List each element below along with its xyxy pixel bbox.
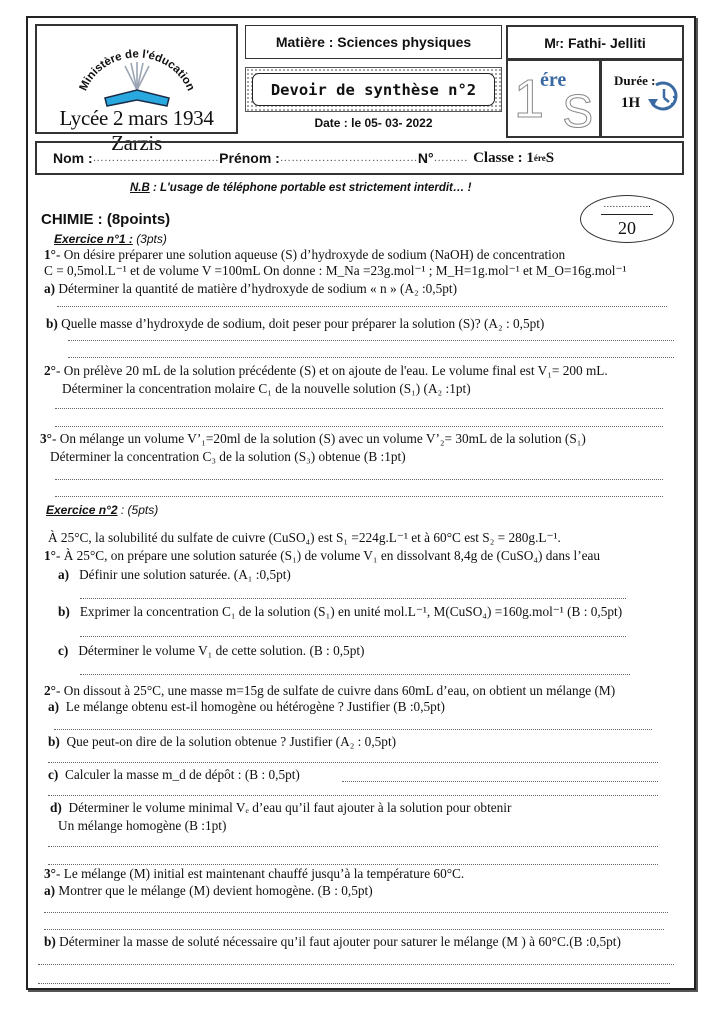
q-text: Déterminer le volume minimal Vₑ d’eau qu’il faut ajouter à la solution pour obtenir (68, 800, 512, 815)
note-text: : L'usage de téléphone portable est strictement interdit… ! (149, 182, 472, 194)
answer-line[interactable] (68, 340, 674, 342)
clock-icon (646, 77, 678, 115)
answer-line[interactable] (80, 636, 626, 638)
item-label: a) (44, 281, 56, 296)
teacher-prefix: M (544, 34, 556, 51)
q-number: 1° (44, 548, 56, 563)
answer-line[interactable] (44, 912, 668, 914)
exercise1-points: (3pts) (136, 232, 167, 246)
exam-title-frame (245, 67, 502, 112)
q-text: Déterminer la masse de soluté nécessaire qu’il faut ajouter pour saturer le mélange (M ) à 60°C.(B :0,5pt) (59, 934, 621, 949)
item-label: d) (50, 800, 62, 815)
ex1-q3-line1 (40, 431, 586, 447)
score-total: 20 (618, 218, 636, 238)
duration-label: Durée : (614, 73, 656, 88)
ex2-q3 (44, 866, 464, 882)
ex2-q3a (44, 883, 373, 899)
exercise2-title (46, 503, 158, 517)
score-divider (601, 214, 653, 215)
student-info-box (35, 141, 684, 175)
classe-letter: S (545, 149, 555, 166)
q-number: 2° (44, 363, 56, 378)
answer-line[interactable] (57, 306, 667, 308)
q-text: Déterminer la quantité de matière d’hydroxyde de sodium « n » (A₂ :0,5pt) (58, 281, 458, 296)
ex2-q2b (48, 734, 396, 750)
item-label: c) (48, 767, 59, 782)
ex2-q1a (58, 567, 291, 583)
ex1-q2-line2: Déterminer la concentration molaire C₁ de la nouvelle solution (S₁) (A₂ :1pt) (62, 381, 471, 396)
q-text: - On mélange un volume V’₁=20ml de la solution (S) avec un volume V’₂= 30mL de la solution (S₁) (51, 431, 586, 446)
q-text: Montrer que le mélange (M) devient homogène. (B : 0,5pt) (58, 883, 373, 898)
num-label: N° (417, 150, 434, 166)
nom-field[interactable]: …………………………… (92, 152, 220, 164)
ex2-q2a (48, 699, 445, 715)
note-prefix: N.B (130, 182, 150, 194)
ministry-arc-text: Ministère de l'éducation (77, 48, 197, 93)
num-field[interactable]: ……… (433, 152, 469, 164)
answer-line[interactable] (54, 729, 652, 731)
classe-label: Classe : 1 (473, 149, 534, 166)
ex2-q1c (58, 643, 364, 659)
ex2-intro: À 25°C, la solubilité du sulfate de cuivre (CuSO₄) est S₁ =224g.L⁻¹ et à 60°C est S₂ = 280g.L⁻¹. (48, 530, 561, 545)
exercise1-label: Exercice n°1 : (54, 232, 133, 246)
score-oval (580, 195, 674, 243)
item-label: b) (44, 934, 56, 949)
q-number: 3° (44, 866, 56, 881)
answer-line[interactable] (55, 496, 663, 498)
q-text: Que peut-on dire de la solution obtenue ? Justifier (A₂ : 0,5pt) (66, 734, 397, 749)
phone-note (130, 182, 471, 194)
prenom-field[interactable]: ……………………………… (279, 152, 418, 164)
answer-line[interactable] (55, 426, 663, 428)
item-label: a) (58, 567, 70, 582)
q-text: Le mélange obtenu est-il homogène ou hétérogène ? Justifier (B :0,5pt) (65, 699, 445, 714)
item-label: b) (46, 316, 58, 331)
ex1-q1-line1 (44, 247, 565, 263)
ex2-q2d-line1 (50, 800, 511, 816)
q-text: Définir une solution saturée. (A₁ :0,5pt) (79, 567, 291, 582)
school-name: Lycée 2 mars 1934 Zarzis (59, 106, 214, 155)
q-number: 1° (44, 247, 56, 262)
ex2-q2d-line2: Un mélange homogène (B :1pt) (58, 818, 227, 833)
ex1-q1b (46, 316, 544, 332)
score-field[interactable]: ……………. (603, 199, 651, 209)
classe-sup: ére (533, 153, 546, 163)
q-text: Déterminer le volume V₁ de cette solution. (B : 0,5pt) (78, 643, 365, 658)
q-text: Calculer la masse m_d de dépôt : (B : 0,5pt) (65, 767, 300, 782)
q-text: - On prélève 20 mL de la solution précédente (S) et on ajoute de l'eau. Le volume final est V₁= 200 mL. (55, 363, 608, 378)
item-label: b) (58, 604, 70, 619)
exercise2-label: Exercice n°2 (46, 503, 118, 517)
ex2-q2 (44, 683, 615, 699)
chimie-title: CHIMIE : (8points) (41, 211, 171, 228)
answer-line[interactable] (38, 964, 674, 966)
answer-line[interactable] (48, 795, 658, 797)
subject-label: Matière : Sciences physiques (275, 34, 472, 50)
q-text: Exprimer la concentration C₁ de la solution (S₁) en unité mol.L⁻¹, M(CuSO₄) =160g.mol⁻¹ (B : 0,5pt) (79, 604, 623, 619)
answer-line[interactable] (68, 357, 674, 359)
answer-line[interactable] (342, 781, 658, 783)
ex2-q2c (48, 767, 300, 783)
item-label: c) (58, 643, 69, 658)
answer-line[interactable] (44, 929, 664, 931)
level-number: 1 (513, 68, 545, 129)
answer-line[interactable] (80, 598, 626, 600)
teacher-box (506, 25, 684, 60)
exam-date: Date : le 05- 03- 2022 (314, 116, 433, 130)
answer-line[interactable] (55, 408, 663, 410)
q-text: - On dissout à 25°C, une masse m=15g de sulfate de cuivre dans 60mL d’eau, on obtient un mélange (M) (55, 683, 616, 698)
teacher-name: : Fathi- Jelliti (559, 34, 646, 51)
answer-line[interactable] (48, 846, 658, 848)
school-logo (35, 24, 238, 155)
q-text: - À 25°C, on prépare une solution saturée (S₁) de volume V₁ en dissolvant 8,4g de (CuSO₄) dans l’eau (55, 548, 601, 563)
answer-line[interactable] (80, 674, 630, 676)
ex2-q3b (44, 934, 621, 950)
ex2-q1 (44, 548, 600, 564)
ex1-q3-line2: Déterminer la concentration C₃ de la solution (S₃) obtenue (B :1pt) (50, 449, 406, 464)
level-box (506, 59, 601, 138)
ex1-q2-line1 (44, 363, 608, 379)
ex2-q1b (58, 604, 622, 620)
q-text: - On désire préparer une solution aqueuse (S) d’hydroxyde de sodium (NaOH) de concentration (55, 247, 566, 262)
q-text: Quelle masse d’hydroxyde de sodium, doit peser pour préparer la solution (S)? (A₂ : 0,5pt) (61, 316, 545, 331)
subject-box (245, 25, 502, 59)
ministry-logo-icon (37, 28, 240, 108)
prenom-label: Prénom : (219, 150, 280, 166)
ex1-q1a (44, 281, 457, 297)
answer-line[interactable] (48, 762, 658, 764)
exam-title: Devoir de synthèse n°2 (252, 73, 495, 106)
ex1-q1-line2: C = 0,5mol.L⁻¹ et de volume V =100mL On donne : M_Na =23g.mol⁻¹ ; M_H=1g.mol⁻¹ et M_O=16g.mol⁻¹ (44, 263, 627, 278)
level-sup: ére (540, 69, 567, 91)
exercise2-points: : (5pts) (117, 503, 159, 517)
item-label: a) (44, 883, 56, 898)
duration-value: 1H (621, 95, 641, 111)
item-label: b) (48, 734, 60, 749)
q-text: - Le mélange (M) initial est maintenant chauffé jusqu’à la température 60°C. (55, 866, 465, 881)
q-number: 2° (44, 683, 56, 698)
answer-line[interactable] (38, 983, 670, 985)
exercise1-title (54, 232, 167, 246)
duration-box (600, 59, 684, 138)
answer-line[interactable] (55, 479, 663, 481)
q-number: 3° (40, 431, 52, 446)
item-label: a) (48, 699, 60, 714)
teacher-sup: r (555, 37, 560, 48)
level-letter: S (562, 84, 593, 137)
nom-label: Nom : (53, 150, 93, 166)
